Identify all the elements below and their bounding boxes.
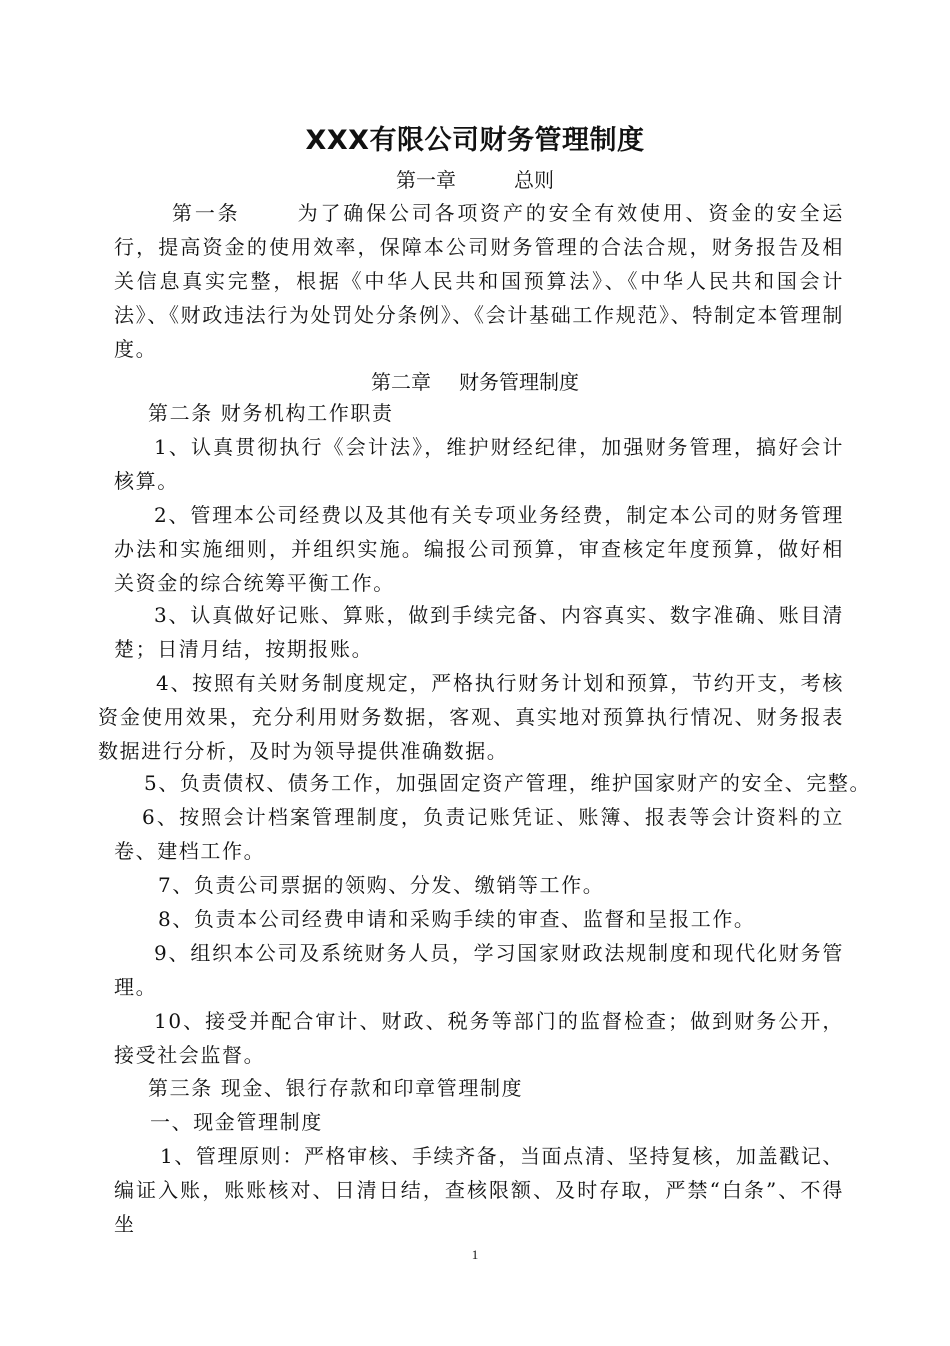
article-2-item-1: 1、认真贯彻执行《会计法》，维护财经纪律，加强财务管理，搞好会计核算。 [114,435,844,493]
article-1-text: 为了确保公司各项资产的安全有效使用、资金的安全运行，提高资金的使用效率，保障本公司财务管理的合法合规，财务报告及相关信息真实完整，根据《中华人民共和国预算法》、《中华人民共和国会计法》、《财政违法行为处罚处分条例》、《会计基础工作规范》、特制定本管理制度。 [114,201,844,361]
article-2-item-9: 9、组织本公司及系统财务人员，学习国家财政法规制度和现代化财务管理。 [114,941,844,999]
article-3-section-1: 一、现金管理制度 [150,1110,323,1134]
article-2-item-2: 2、管理本公司经费以及其他有关专项业务经费，制定本公司的财务管理办法和实施细则，并组织实施。编报公司预算，审查核定年度预算，做好相关资金的综合统筹平衡工作。 [114,503,844,595]
article-3-item-1: 1、管理原则：严格审核、手续齐备，当面点清、坚持复核，加盖戳记、编证入账，账账核对、日清日结，查核限额、及时存取，严禁“白条”、不得坐 [114,1144,844,1236]
document-title: XXX有限公司财务管理制度 [305,125,645,156]
page-number: 1 [471,1247,479,1262]
article-2-item-5: 5、负责债权、债务工作，加强固定资产管理，维护国家财产的安全、完整。 [144,771,872,795]
article-2-item-8: 8、负责本公司经费申请和采购手续的审查、监督和呈报工作。 [158,907,756,931]
article-2-item-10: 10、接受并配合审计、财政、税务等部门的监督检查；做到财务公开，接受社会监督。 [114,1009,844,1067]
chapter-1-name: 总则 [514,168,554,192]
chapter-2-heading [0,366,950,395]
chapter-1-label: 第一章 [396,168,456,192]
article-2-item-7: 7、负责公司票据的领购、分发、缴销等工作。 [158,873,605,897]
article-2-item-3: 3、认真做好记账、算账，做到手续完备、内容真实、数字准确、账目清楚；日清月结，按期报账。 [114,603,844,661]
article-1-paragraph [114,196,844,366]
chapter-2-label: 第二章 [371,370,431,394]
article-1-label: 第一条 [172,201,241,225]
article-2-heading: 第二条 财务机构工作职责 [148,401,394,425]
chapter-1-heading [0,164,950,193]
chapter-2-name: 财务管理制度 [459,370,579,394]
article-2-item-4: 4、按照有关财务制度规定，严格执行财务计划和预算，节约开支，考核资金使用效果，充分利用财务数据，客观、真实地对预算执行情况、财务报表数据进行分析，及时为领导提供准确数据。 [98,671,844,763]
article-2-item-6: 6、按照会计档案管理制度，负责记账凭证、账簿、报表等会计资料的立卷、建档工作。 [114,805,844,863]
article-3-heading: 第三条 现金、银行存款和印章管理制度 [148,1076,524,1100]
